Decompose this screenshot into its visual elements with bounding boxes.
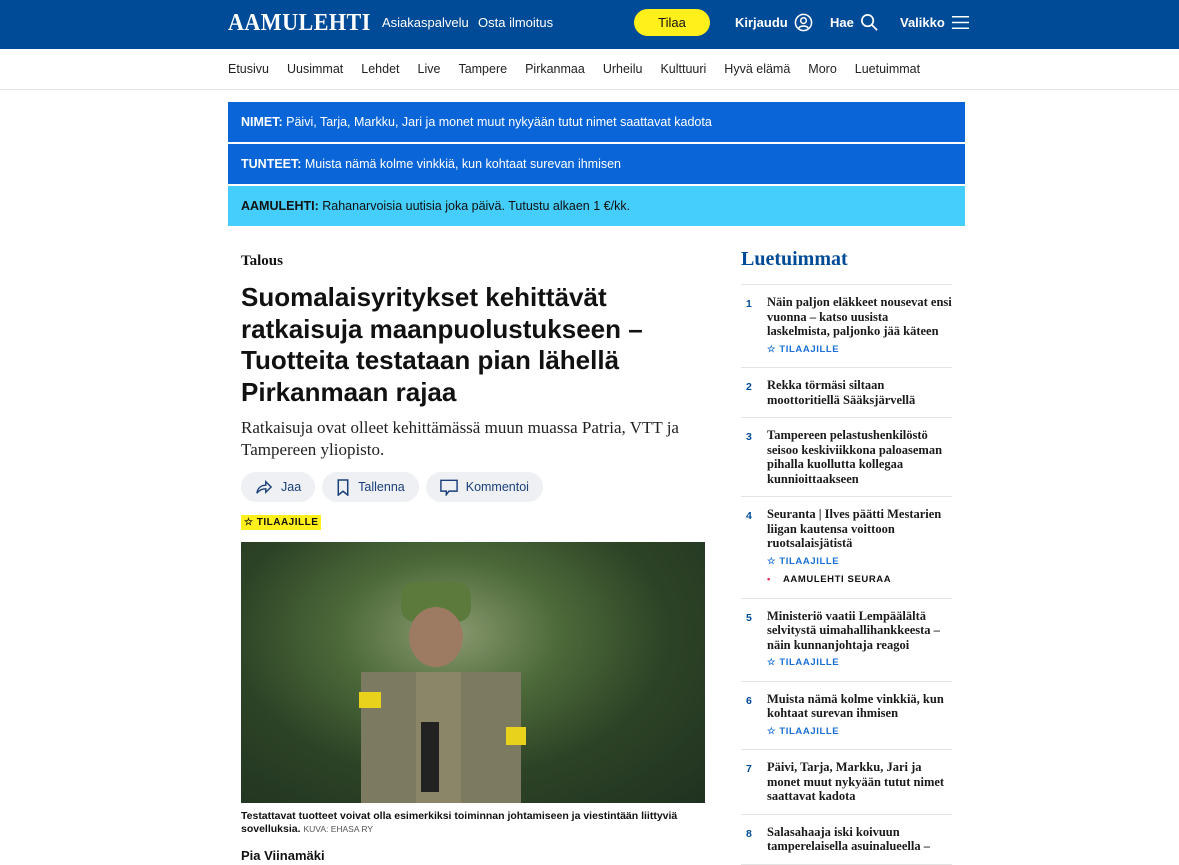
- section-nav: [0, 49, 1179, 90]
- subscribe-button[interactable]: Tilaa: [634, 9, 710, 36]
- nav-kulttuuri[interactable]: Kulttuuri: [660, 62, 707, 76]
- item-title: Muista nämä kolme vinkkiä, kun kohtaat surevan ihmisen: [767, 691, 944, 720]
- item-title: Tampereen pelastushenkilöstö seisoo keskiviikkona paloaseman pihalla kuollutta kollegaa kunnioittaakseen: [767, 428, 943, 486]
- most-read-item[interactable]: [741, 285, 952, 368]
- banner-label: AAMULEHTI:: [241, 199, 319, 213]
- article-title: Suomalaisyritykset kehittävät ratkaisuja maanpuolustukseen – Tuotteita testataan pian lähellä Pirkanmaan rajaa: [241, 282, 643, 407]
- banner-label: NIMET:: [241, 115, 283, 129]
- nav-uusimmat[interactable]: Uusimmat: [287, 62, 344, 76]
- most-read-item[interactable]: [741, 418, 952, 497]
- share-icon: [255, 479, 273, 495]
- top-bar: [0, 0, 1179, 49]
- item-title: Seuranta | Ilves päätti Mestarien liigan kautensa voittoon ruotsalaisjätistä: [767, 507, 942, 550]
- hamburger-icon: [951, 13, 970, 32]
- customer-service-link[interactable]: Asiakaspalvelu: [382, 15, 469, 30]
- subscriber-label: ☆ TILAAJILLE: [767, 343, 840, 355]
- banner-tunteet[interactable]: [228, 144, 965, 184]
- item-rank: 2: [746, 381, 752, 393]
- most-read-item[interactable]: [741, 368, 952, 418]
- nav-lehdet[interactable]: Lehdet: [361, 62, 400, 76]
- banner-text: Päivi, Tarja, Markku, Jari ja monet muut nykyään tutut nimet saattavat kadota: [282, 115, 712, 129]
- subscriber-label: ☆ TILAAJILLE: [767, 725, 840, 737]
- nav-etusivu[interactable]: Etusivu: [228, 62, 269, 76]
- most-read-item[interactable]: [741, 497, 952, 599]
- nav-tampere[interactable]: Tampere: [458, 62, 508, 76]
- item-title: Salasahaaja iski koivuun tamperelaisella asuinalueella –: [767, 824, 930, 853]
- search-icon: [860, 13, 879, 32]
- item-rank: 1: [746, 298, 752, 310]
- article-lead: Ratkaisuja ovat olleet kehittämässä muun muassa Patria, VTT ja Tampereen yliopisto.: [241, 418, 679, 459]
- buy-ad-link[interactable]: Osta ilmoitus: [478, 15, 554, 30]
- most-read-item[interactable]: [741, 682, 952, 751]
- subscriber-label: ☆ TILAAJILLE: [767, 657, 840, 668]
- article-section[interactable]: Talous: [241, 253, 283, 269]
- comment-icon: [440, 479, 458, 496]
- article-author[interactable]: Pia Viinamäki: [241, 848, 325, 863]
- nav-hyva-elama[interactable]: Hyvä elämä: [724, 62, 791, 76]
- search-label: Hae: [830, 15, 854, 30]
- banner-label: TUNTEET:: [241, 157, 302, 171]
- item-rank: 7: [746, 763, 752, 775]
- item-title: Rekka törmäsi siltaan moottoritiellä Sääksjärvellä: [767, 378, 916, 407]
- user-icon: [794, 13, 813, 32]
- follow-label: [767, 573, 952, 588]
- item-rank: 3: [746, 431, 752, 443]
- item-title: Päivi, Tarja, Markku, Jari ja monet muut nykyään tutut nimet saattavat kadota: [767, 760, 945, 803]
- subscriber-label: ☆ TILAAJILLE: [767, 555, 840, 567]
- login-label: Kirjaudu: [735, 15, 788, 30]
- banner-text: Muista nämä kolme vinkkiä, kun kohtaat surevan ihmisen: [301, 157, 622, 171]
- comment-label: Kommentoi: [465, 480, 529, 494]
- photo-caption: [241, 810, 705, 836]
- menu-button[interactable]: [900, 13, 970, 32]
- login-button[interactable]: [735, 13, 813, 32]
- subscriber-badge: ☆ TILAAJILLE: [241, 515, 321, 530]
- item-rank: 8: [746, 827, 752, 840]
- article-photo: [241, 542, 705, 803]
- item-rank: 4: [746, 510, 752, 522]
- comment-button[interactable]: [426, 472, 543, 502]
- nav-urheilu[interactable]: Urheilu: [602, 62, 643, 76]
- caption-text: Testattavat tuotteet voivat olla esimerkiksi toiminnan johtamiseen ja viestintään liittyviä sovelluksia.: [241, 810, 678, 835]
- follow-text: AAMULEHTI SEURAA: [782, 574, 892, 585]
- nav-luetuimmat[interactable]: Luetuimmat: [854, 62, 921, 76]
- menu-label: Valikko: [900, 15, 945, 30]
- share-button[interactable]: [241, 472, 315, 502]
- bookmark-icon: [336, 479, 350, 496]
- most-read-title: Luetuimmat: [741, 248, 952, 285]
- most-read-sidebar: [741, 248, 952, 865]
- soldier-photo-illustration: [241, 542, 705, 803]
- dot-icon: •: [767, 574, 771, 585]
- nav-moro[interactable]: Moro: [808, 62, 837, 76]
- banner-aamulehti[interactable]: [228, 186, 965, 226]
- most-read-item[interactable]: [741, 599, 952, 682]
- nav-pirkanmaa[interactable]: Pirkanmaa: [525, 62, 585, 76]
- item-title: Näin paljon eläkkeet nousevat ensi vuonna – katso uusista laskelmista, paljonko jää käteen: [767, 295, 952, 338]
- photo-credit: KUVA: EHASA RY: [303, 824, 374, 834]
- search-button[interactable]: [830, 13, 879, 32]
- most-read-item[interactable]: [741, 815, 952, 865]
- save-button[interactable]: [322, 472, 419, 502]
- banner-text: Rahanarvoisia uutisia joka päivä. Tutustu alkaen 1 €/kk.: [318, 199, 631, 213]
- share-label: Jaa: [281, 480, 302, 494]
- most-read-item[interactable]: [741, 750, 952, 815]
- logo[interactable]: AAMULEHTI: [228, 10, 371, 36]
- item-title: Ministeriö vaatii Lempäälältä selvitystä uimahallihankkeesta – näin kunnanjohtaja reagoi: [767, 608, 940, 652]
- save-label: Tallenna: [358, 480, 405, 494]
- item-rank: 5: [746, 611, 752, 624]
- item-rank: 6: [746, 694, 752, 707]
- nav-live[interactable]: Live: [417, 62, 441, 76]
- banner-nimet[interactable]: [228, 102, 965, 142]
